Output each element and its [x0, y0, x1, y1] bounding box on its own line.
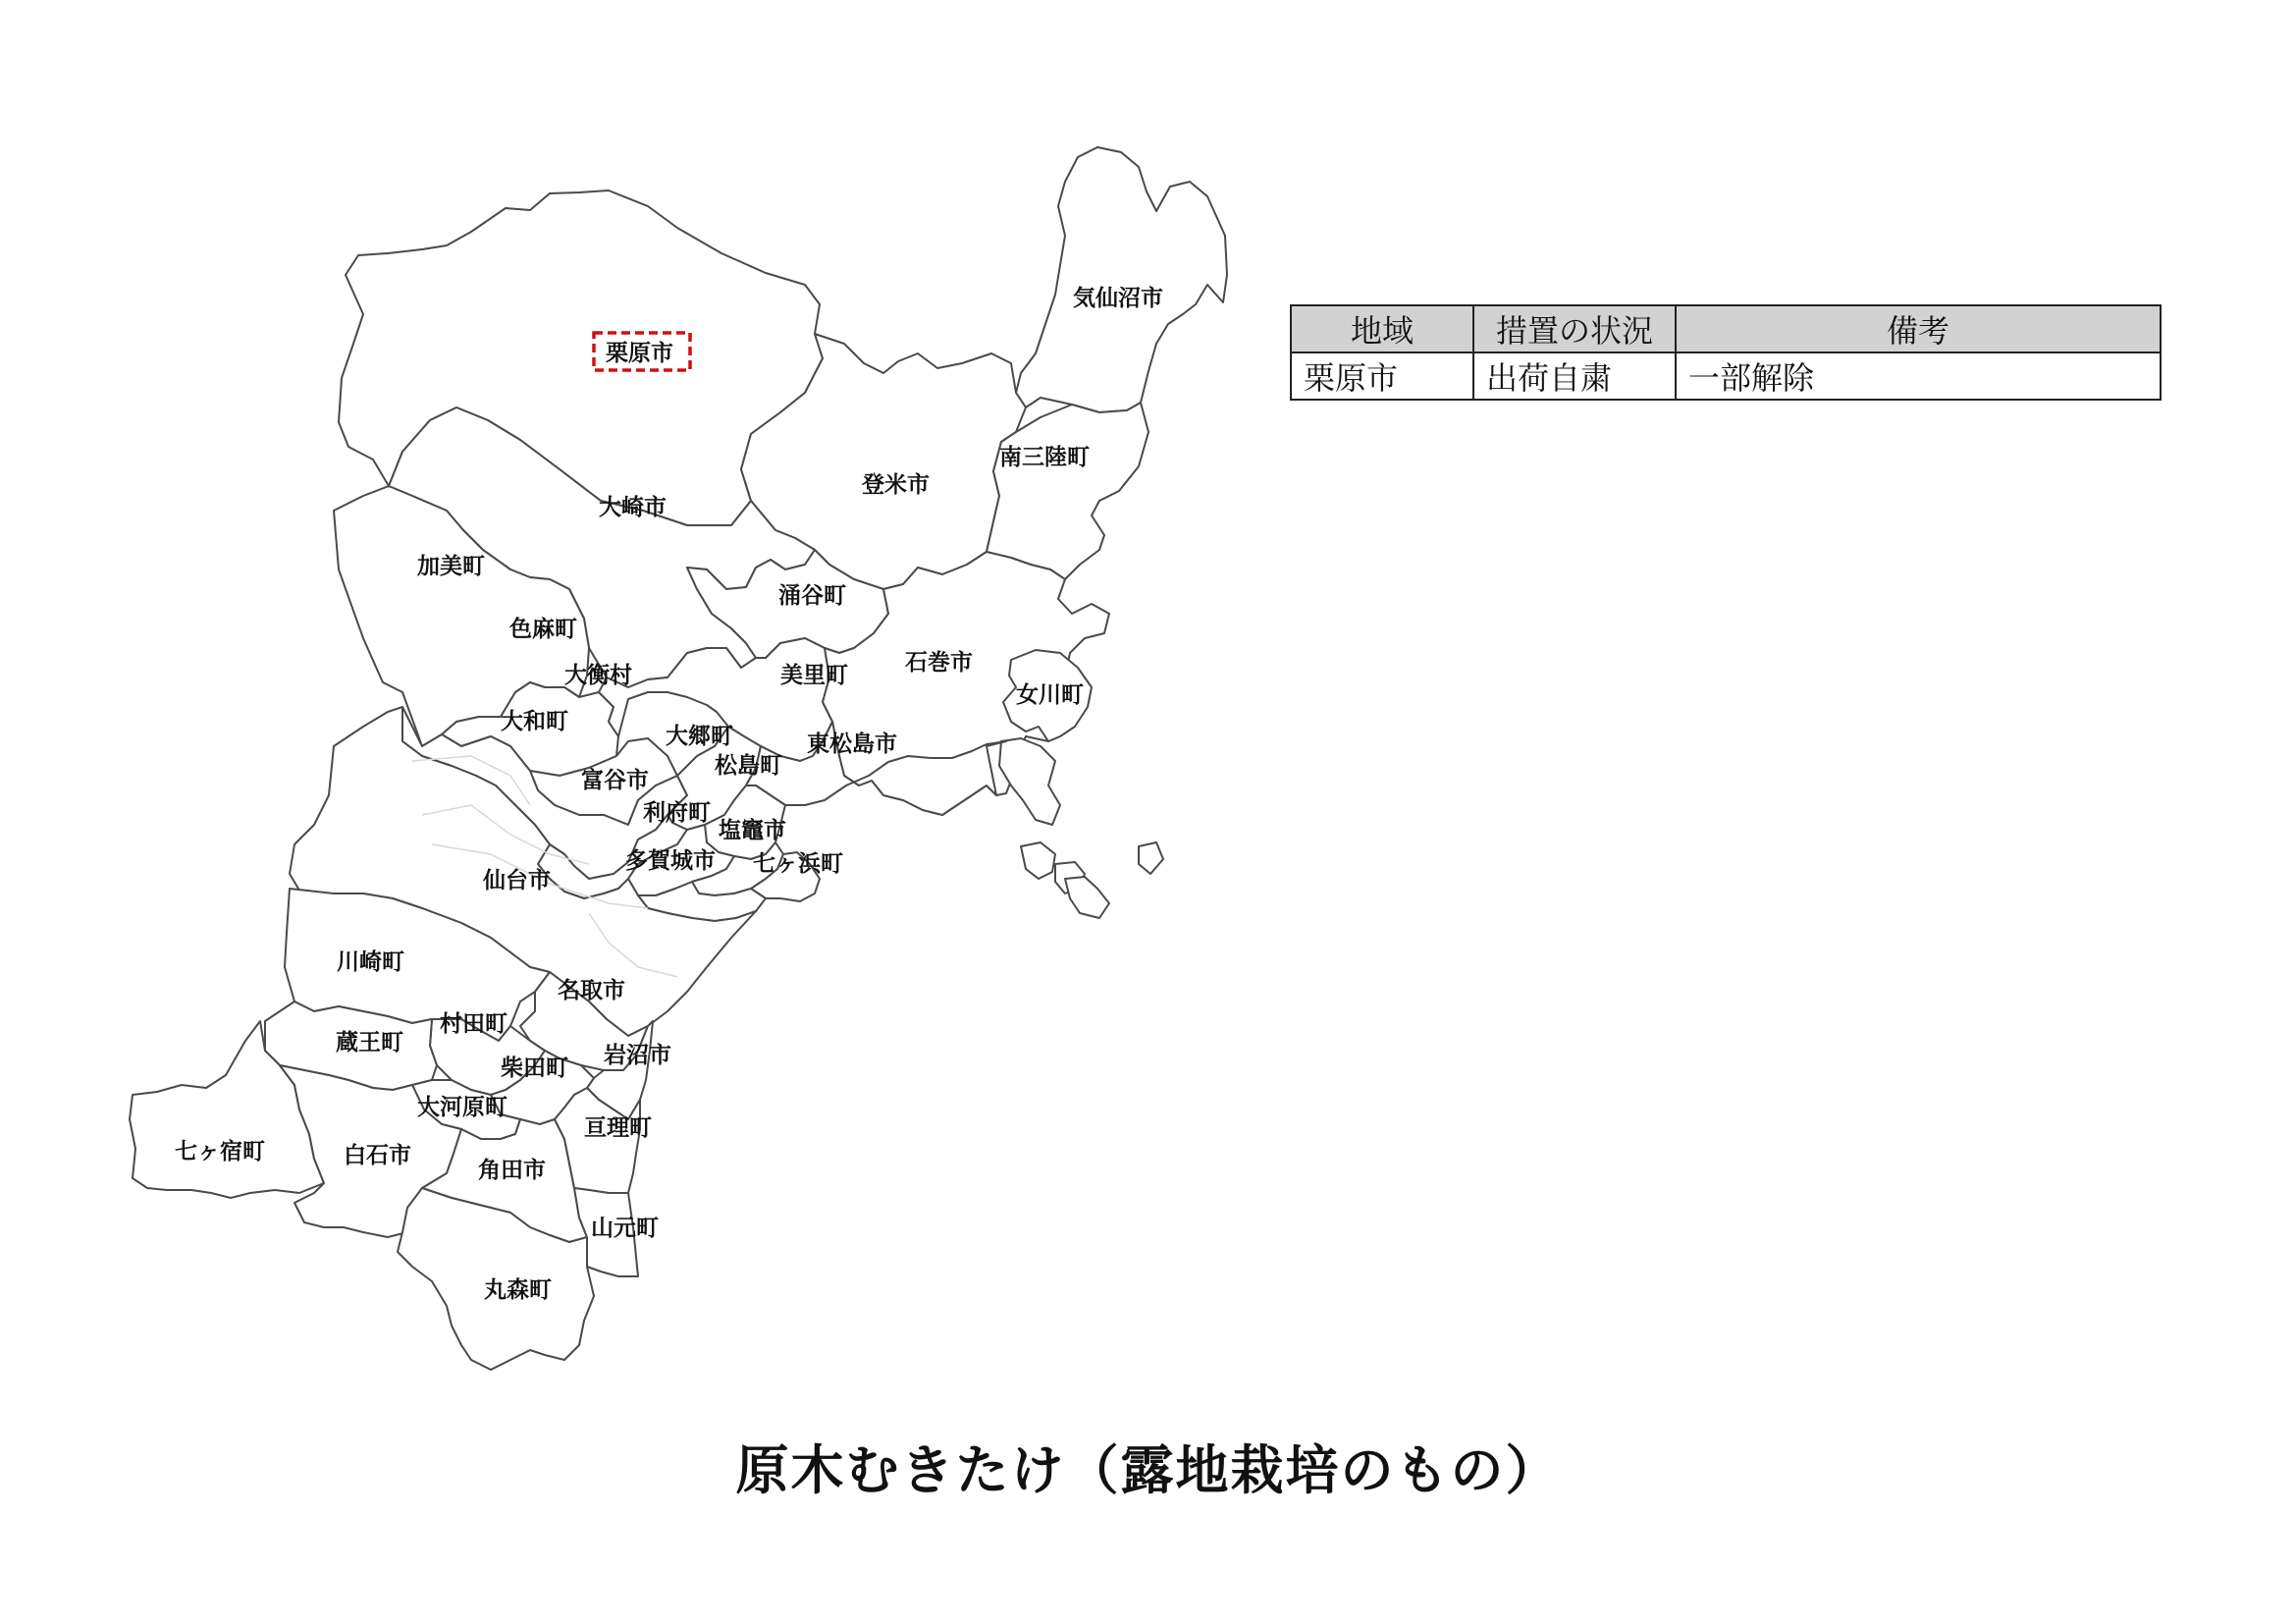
label-ohira: 大衡村 [564, 663, 632, 688]
label-wakuya: 涌谷町 [778, 583, 846, 609]
region-island-3 [1065, 877, 1109, 918]
region-oshika-coast [999, 738, 1060, 825]
cell-note: 一部解除 [1676, 352, 2161, 400]
label-watari: 亘理町 [584, 1115, 652, 1141]
label-shibata: 柴田町 [501, 1056, 568, 1081]
label-sendai: 仙台市 [483, 868, 551, 893]
label-shiogama: 塩竈市 [719, 818, 786, 843]
header-note: 備考 [1676, 305, 2161, 352]
table-row [1291, 352, 2161, 400]
label-osaki: 大崎市 [599, 495, 667, 520]
label-kurihara: 栗原市 [606, 341, 673, 366]
label-ogawara: 大河原町 [417, 1095, 507, 1120]
label-rifu: 利府町 [643, 800, 711, 826]
label-ishinomaki: 石巻市 [905, 650, 973, 676]
label-misato: 美里町 [780, 663, 848, 688]
status-table [1290, 304, 2162, 401]
header-status: 措置の状況 [1473, 305, 1676, 352]
label-kawasaki: 川崎町 [337, 949, 404, 975]
label-matsushima: 松島町 [715, 753, 782, 779]
label-higashimatsushima: 東松島市 [807, 731, 897, 757]
region-island-1 [1021, 842, 1055, 879]
label-kakuda: 角田市 [478, 1158, 546, 1183]
label-osato: 大郷町 [666, 724, 733, 749]
label-iwanuma: 岩沼市 [604, 1043, 671, 1068]
page-title: 原木むきたけ（露地栽培のもの） [735, 1439, 1561, 1501]
label-shiroishi: 白石市 [344, 1143, 411, 1168]
region-island-4 [1139, 842, 1163, 874]
label-onagawa: 女川町 [1016, 682, 1084, 708]
label-murata: 村田町 [440, 1011, 507, 1037]
label-shichikashuku: 七ヶ宿町 [175, 1139, 265, 1164]
label-zao: 蔵王町 [336, 1030, 403, 1056]
label-yamamoto: 山元町 [591, 1216, 659, 1241]
label-tomiya: 富谷市 [581, 768, 649, 793]
cell-region: 栗原市 [1291, 352, 1473, 400]
label-kesennuma: 気仙沼市 [1073, 286, 1163, 311]
label-marumori: 丸森町 [484, 1277, 552, 1303]
cell-status: 出荷自粛 [1473, 352, 1676, 400]
table-header-row [1291, 305, 2161, 352]
label-tome: 登米市 [862, 472, 930, 498]
label-kami: 加美町 [417, 554, 485, 579]
region-kesennuma[interactable] [1016, 147, 1227, 412]
label-tagajo: 多賀城市 [625, 848, 716, 874]
header-region: 地域 [1291, 305, 1473, 352]
label-shikama: 色麻町 [509, 617, 577, 642]
label-taiwa: 大和町 [501, 709, 568, 734]
label-natori: 名取市 [558, 978, 625, 1003]
label-shichigahama: 七ヶ浜町 [753, 851, 843, 877]
label-minamisanriku: 南三陸町 [999, 445, 1090, 470]
